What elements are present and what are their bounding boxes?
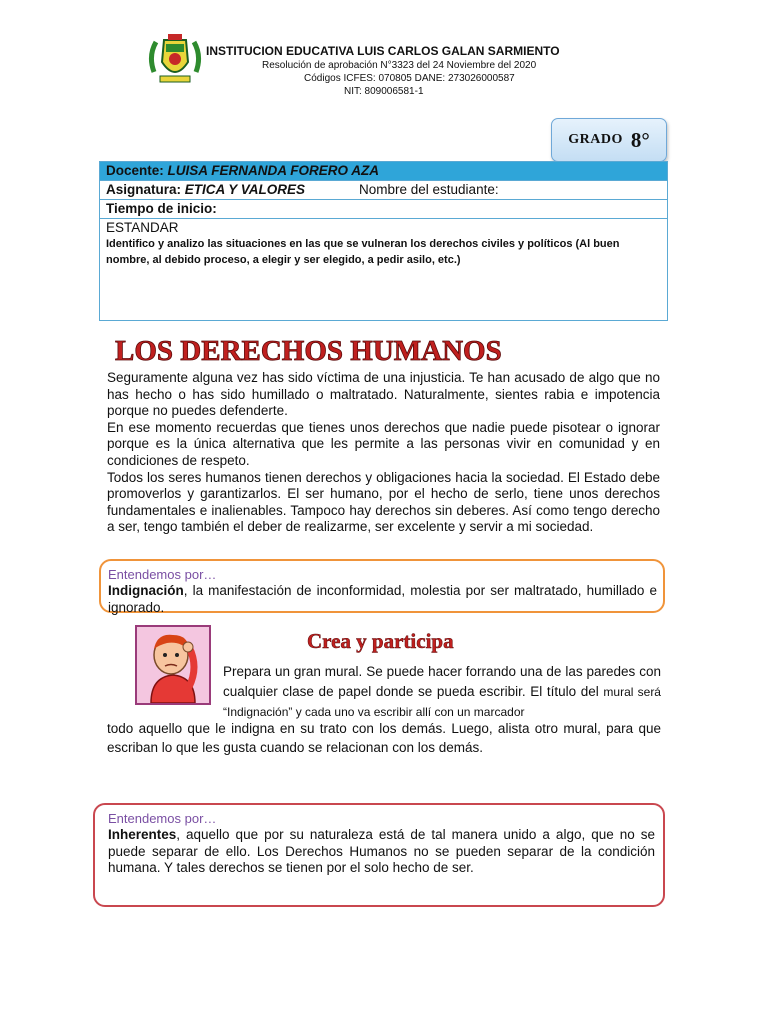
activity-text-continued: todo aquello que le indigna en su trato con los demás. Luego, alista otro mural, para que escriban lo que les gusta cuando se relacionan con los demás. [107,721,661,755]
page-title [113,330,513,370]
paragraph-2: En ese momento recuerdas que tienes unos derechos que nadie puede pisotear o ignorar porque es la única alternativa que les permite a las personas vivir en comunidad y en condiciones de respeto. [107,419,660,468]
codes-line: Códigos ICFES: 070805 DANE: 273026000587 [304,73,515,84]
subject-row [100,181,667,200]
info-table [99,161,668,321]
start-time-label: Tiempo de inicio: [106,201,217,216]
teacher-label: Docente: [106,163,168,178]
standard-label: ESTANDAR [106,220,179,235]
institution-name: INSTITUCION EDUCATIVA LUIS CARLOS GALAN SARMIENTO [206,44,560,58]
page-title-text: LOS DERECHOS HUMANOS [115,335,502,367]
resolution-line: Resolución de aprobación N°3323 del 24 Noviembre del 2020 [262,60,537,71]
grade-box [551,118,667,162]
school-crest-icon [146,32,204,88]
definition-box-indignation [99,559,665,613]
definition-text: Indignación, la manifestación de inconformidad, molestia por ser maltratado, humillado e ignorado. [108,583,657,615]
definition-box-inherent [93,803,665,907]
subject-label: Asignatura: [106,182,185,197]
definition-term: Indignación [108,583,184,598]
intro-text [107,370,660,536]
standard-text: Identifico y analizo las situaciones en las que se vulneran los derechos civiles y políticos (Al buen nombre, al debido proceso, a elegir y ser elegido, a pedir asilo, etc.) [106,238,620,266]
teacher-row [100,162,667,181]
definition-term: Inherentes [108,827,177,842]
standard-row [100,219,667,320]
activity-text: Prepara un gran mural. Se puede hacer forrando una de las paredes con cualquier clase de papel donde se pueda escribir. El título del mural será “Indignación” y cada uno va escribir allí con un marcador [223,664,661,719]
subject-name: ETICA Y VALORES [184,182,306,197]
definition-text: Inherentes, aquello que por su naturaleza está de tal manera unido a algo, que no se puede separar de ello. Los Derechos Humanos no se pueden separar de la condición humana. Y tales derechos se tienen por el solo hecho de ser. [108,827,655,876]
activity-text-small: mural será “Indignación” y cada uno va escribir allí con un marcador [223,685,661,719]
teacher-name: LUISA FERNANDA FORERO AZA [167,163,380,178]
activity-title-text: Crea y participa [307,629,454,653]
paragraph-3: Todos los seres humanos tienen derechos y obligaciones hacia la sociedad. El Estado debe promoverlos y garantizarlos. El ser humano, por el hecho de serlo, tiene unos derechos fundamentales e inalienables. Tampoco hay derechos sin deberes. Así como tengo derecho a ser, tengo también el deber de realizarme, ser excelente y servir a mi sociedad. [107,469,660,535]
start-time-row [100,200,667,219]
definition-heading: Entendemos por… [108,811,217,826]
activity-title [305,626,475,656]
grade-label: GRADO [568,132,623,147]
nit-line: NIT: 809006581-1 [344,86,424,97]
student-name-label: Nombre del estudiante: [359,182,499,197]
paragraph-1: Seguramente alguna vez has sido víctima de una injusticia. Te han acusado de algo que no has hecho o has sido humillado o maltratado. Naturalmente, sientes rabia e impotencia porque no puedes defenderte. [107,370,660,419]
definition-heading: Entendemos por… [108,567,217,582]
confused-person-icon [135,625,211,705]
grade-value: 8° [630,127,650,152]
